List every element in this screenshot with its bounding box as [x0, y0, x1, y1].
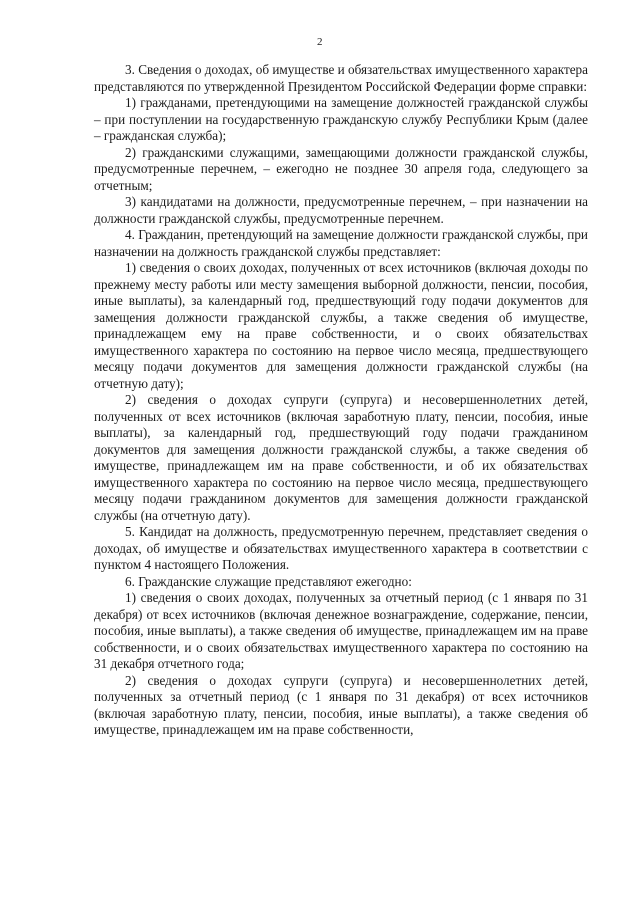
paragraph-3-item-3: 3) кандидатами на должности, предусмотренные перечнем, – при назначении на должности гражданской службы, предусмотренные перечнем. — [94, 194, 588, 226]
document-body — [94, 62, 588, 739]
paragraph-6-item-2: 2) сведения о доходах супруги (супруга) и несовершеннолетних детей, полученных за отчетный период (с 1 января по 31 декабря) от всех источников (включая заработную плату, пенсии, пособия, иные выплаты), а также сведения об имуществе, принадлежащем им на праве собственности, — [94, 672, 588, 737]
paragraph-6: 6. Гражданские служащие представляют ежегодно: — [125, 573, 412, 589]
paragraph-3-item-1: 1) гражданами, претендующими на замещение должностей гражданской службы – при поступлении на государственную гражданскую службу Республики Крым (далее – гражданская служба); — [94, 95, 588, 143]
paragraph-5: 5. Кандидат на должность, предусмотренную перечнем, представляет сведения о доходах, об имуществе и обязательствах имущественного характера в соответствии с пунктом 4 настоящего Положения. — [94, 524, 588, 572]
page-number: 2 — [317, 36, 323, 48]
paragraph-4-item-2: 2) сведения о доходах супруги (супруга) и несовершеннолетних детей, полученных от всех источников (включая заработную плату, пенсии, пособия, иные выплаты), за календарный год, предшествующий году подачи гражданином документов для замещения должности гражданской службы, а также сведения об имуществе, принадлежащем им на праве собственности, и об их обязательствах имущественного характера по состоянию на первое число месяца, предшествующего месяцу подачи гражданином документов для замещения должности гражданской службы (на отчетную дату). — [94, 392, 588, 523]
paragraph-3-item-2: 2) гражданскими служащими, замещающими должности гражданской службы, предусмотренные перечнем, – ежегодно не позднее 30 апреля года, следующего за отчетным; — [94, 144, 588, 193]
paragraph-3: 3. Сведения о доходах, об имуществе и обязательствах имущественного характера представляются по утвержденной Президентом Российской Федерации форме справки: — [94, 62, 589, 94]
paragraph-4: 4. Гражданин, претендующий на замещение должности гражданской службы, при назначении на должность гражданской службы представляет: — [94, 227, 588, 259]
paragraph-4-item-1: 1) сведения о своих доходах, полученных от всех источников (включая доходы по прежнему месту работы или месту замещения выборной должности, пенсии, пособия, иные выплаты), за календарный год, предшествующий году подачи документов для замещения должности гражданской службы, а также сведения об имуществе, принадлежащем ему на праве собственности, и о своих обязательствах имущественного характера по состоянию на первое число месяца, предшествующего месяцу подачи документов для замещения должности гражданской службы (на отчетную дату); — [94, 260, 588, 391]
paragraph-6-item-1: 1) сведения о своих доходах, полученных за отчетный период (с 1 января по 31 декабря) от всех источников (включая денежное вознаграждение, содержание, пенсии, пособия, иные выплаты), а также сведения об имуществе, принадлежащем им на праве собственности, и о своих обязательствах имущественного характера по состоянию на 31 декабря отчетного года; — [94, 590, 588, 671]
